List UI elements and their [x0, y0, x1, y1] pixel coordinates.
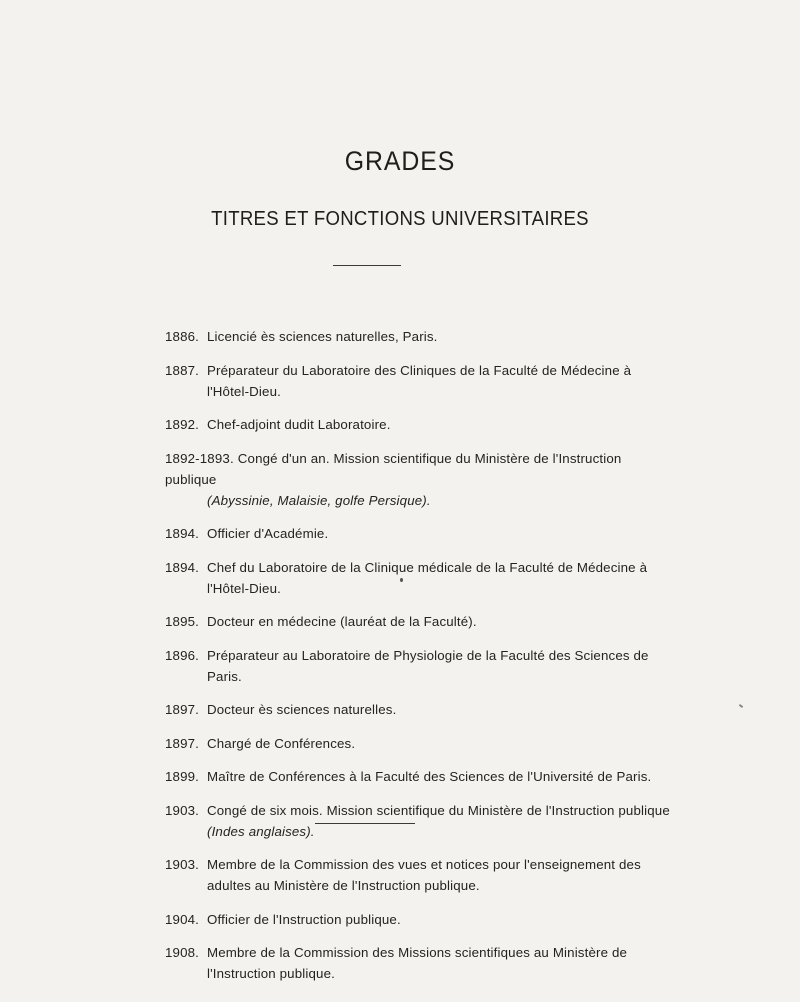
career-entry — [165, 800, 675, 842]
career-entry — [165, 733, 675, 754]
entry-text: Congé d'un an. Mission scientifique du Ministère de l'Instruction publique — [165, 450, 622, 487]
print-speck — [739, 704, 743, 708]
entry-text: Chef-adjoint dudit Laboratoire. — [207, 417, 391, 432]
entry-year: 1904. — [165, 911, 200, 927]
entry-year: 1894. — [165, 526, 200, 541]
entry-year: 1903. — [165, 857, 200, 872]
entry-year: 1897. — [165, 735, 200, 751]
entry-year: 1887. — [165, 362, 200, 378]
entry-detail: (Abyssinie, Malaisie, golfe Persique). — [207, 492, 431, 508]
career-entry — [165, 360, 675, 402]
entry-text: Officier de l'Instruction publique. — [207, 911, 401, 927]
entry-detail: (Indes anglaises). — [207, 823, 315, 839]
career-entry — [165, 854, 675, 896]
entry-year: 1892. — [165, 417, 200, 432]
entry-text: Préparateur au Laboratoire de Physiologie de la Faculté des Sciences de Paris. — [207, 647, 649, 684]
entry-year: 1899. — [165, 769, 200, 784]
career-entry — [165, 611, 675, 632]
career-list — [165, 326, 675, 997]
career-entry — [165, 414, 675, 435]
career-entry — [165, 645, 675, 687]
entry-text: Chargé de Conférences. — [207, 735, 356, 751]
entry-text: Membre de la Commission des Missions scientifiques au Ministère de l'Instruction publique. — [207, 945, 628, 981]
bottom-divider — [315, 823, 415, 824]
entry-text: Membre de la Commission des vues et notices pour l'enseignement des adultes au Ministère de l'Instruction publique. — [207, 857, 641, 893]
entry-text: Congé de six mois. Mission scientifique du Ministère de l'Instruction publique — [207, 802, 670, 818]
print-speck — [400, 578, 403, 582]
career-entry — [165, 909, 675, 930]
career-entry — [165, 326, 675, 347]
top-divider — [333, 265, 401, 266]
career-entry — [165, 448, 675, 511]
entry-text: Officier d'Académie. — [207, 526, 329, 541]
entry-text: Docteur en médecine (lauréat de la Faculté). — [207, 614, 477, 629]
entry-text: Préparateur du Laboratoire des Cliniques de la Faculté de Médecine à l'Hôtel-Dieu. — [207, 362, 632, 399]
entry-year: 1886. — [165, 329, 200, 344]
career-entry — [165, 942, 675, 984]
entry-text: Maître de Conférences à la Faculté des Sciences de l'Université de Paris. — [207, 769, 652, 784]
entry-text: Chef du Laboratoire de la Clinique médicale de la Faculté de Médecine à l'Hôtel-Dieu. — [207, 559, 648, 596]
entry-text: Licencié ès sciences naturelles, Paris. — [207, 329, 438, 344]
career-entry — [165, 766, 675, 787]
page-title: GRADES — [344, 146, 456, 176]
entry-year: 1892-1893. — [165, 450, 234, 466]
entry-year: 1903. — [165, 802, 200, 818]
entry-year: 1897. — [165, 702, 200, 717]
entry-year: 1894. — [165, 559, 200, 575]
entry-text: Docteur ès sciences naturelles. — [207, 702, 397, 717]
entry-year: 1908. — [165, 945, 200, 960]
career-entry — [165, 523, 675, 544]
career-entry — [165, 557, 675, 599]
career-entry — [165, 699, 675, 720]
entry-year: 1896. — [165, 647, 200, 663]
entry-year: 1895. — [165, 614, 200, 629]
page-subtitle: TITRES ET FONCTIONS UNIVERSITAIRES — [211, 208, 589, 230]
